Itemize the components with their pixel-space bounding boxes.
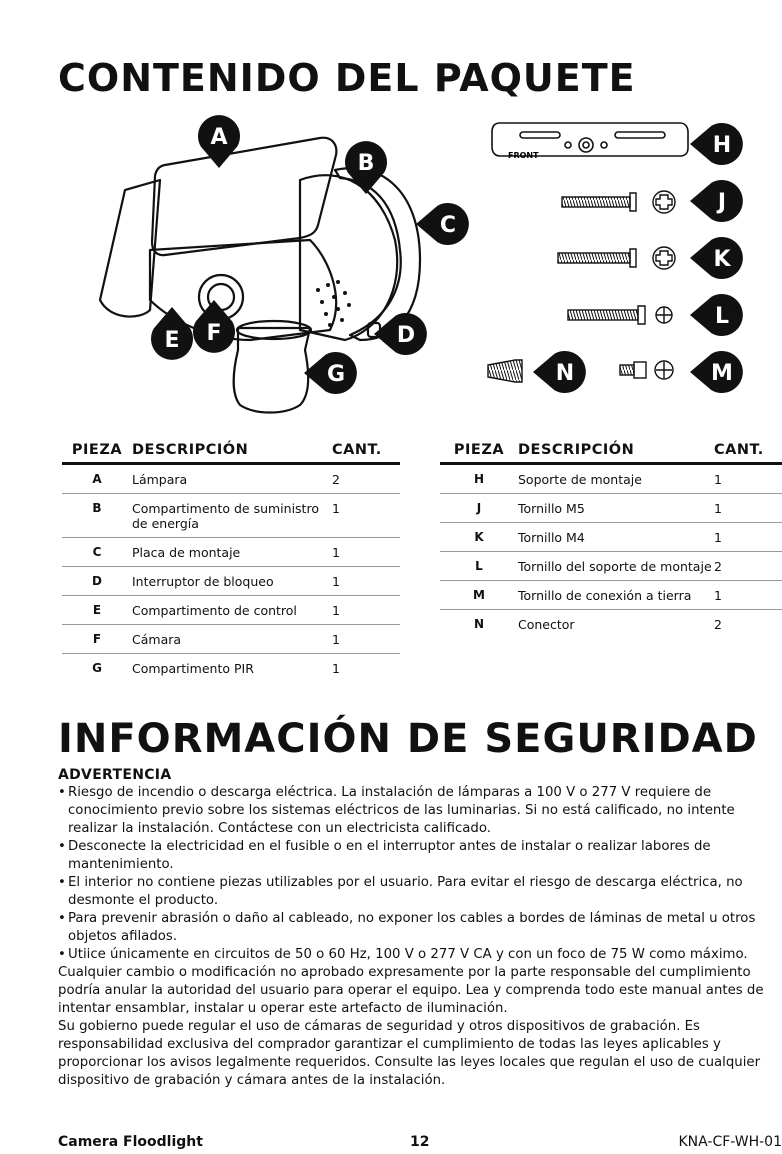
table-row bbox=[440, 523, 782, 552]
screw-m5-drawing bbox=[562, 197, 630, 207]
table-row bbox=[440, 494, 782, 523]
lamp-right-drawing bbox=[152, 138, 336, 255]
package-diagram bbox=[0, 100, 782, 420]
callout-b bbox=[345, 141, 387, 194]
bracket-front-label: FRONT bbox=[508, 151, 539, 160]
cell-qty: 1 bbox=[714, 523, 782, 552]
callout-c bbox=[416, 203, 469, 245]
warning-list bbox=[58, 784, 780, 964]
cell-qty: 2 bbox=[332, 464, 400, 494]
screw-m4-drawing bbox=[558, 253, 630, 263]
warning-item: • Riesgo de incendio o descarga eléctrica. La instalación de lámparas a 100 V o 277 V requiere de conocimiento previo sobre los sistemas eléctricos de las luminarias. Si no está calificado, no intente realizar la instalación. Contáctese con un electricista calificado. bbox=[58, 784, 780, 838]
callout-e bbox=[151, 307, 193, 360]
cell-piece: E bbox=[62, 596, 132, 625]
cell-description: Soporte de montaje bbox=[518, 464, 714, 494]
table-row bbox=[440, 581, 782, 610]
safety-paragraph: Su gobierno puede regular el uso de cámaras de seguridad y otros dispositivos de grabación. Es responsabilidad exclusiva del comprador garantizar el cumplimiento de todas las leyes aplicables y proporcionar los avisos legalmente requeridos. Consulte las leyes locales que regulan el uso de cualquier dispositivo de grabación y cámara antes de la instalación. bbox=[58, 1019, 761, 1088]
table-row bbox=[62, 464, 400, 494]
callout-j bbox=[690, 180, 743, 222]
cell-qty: 1 bbox=[332, 661, 340, 676]
col-piece: PIEZA bbox=[62, 436, 132, 464]
cell-qty: 1 bbox=[332, 596, 400, 625]
callout-m bbox=[690, 351, 743, 393]
footer-page-number: 12 bbox=[410, 1134, 430, 1150]
safety-paragraph: Cualquier cambio o modificación no aprobado expresamente por la parte responsable del cumplimiento podría anular la autoridad del usuario para operar el equipo. Lea y comprenda todo este manual antes de intentar ensamblar, instalar u operar este artefacto de iluminación. bbox=[58, 965, 764, 1016]
warning-item: • Desconecte la electricidad en el fusible o en el interruptor antes de instalar o realizar labores de mantenimiento. bbox=[58, 838, 780, 874]
callout-label: M bbox=[711, 361, 733, 386]
callout-label: B bbox=[357, 151, 375, 176]
callout-g bbox=[304, 352, 357, 394]
footer-model: KNA-CF-WH-01 bbox=[678, 1134, 782, 1150]
col-qty: CANT. bbox=[332, 436, 400, 464]
wire-connector-drawing bbox=[488, 360, 522, 382]
cell-qty: 1 bbox=[714, 581, 782, 610]
cell-piece: A bbox=[62, 464, 132, 494]
col-qty: CANT. bbox=[714, 436, 782, 464]
cell-piece: M bbox=[440, 581, 518, 610]
cell-description: Cámara bbox=[132, 625, 332, 654]
parts-table-right bbox=[440, 436, 782, 638]
callout-label: E bbox=[164, 328, 180, 353]
table-row bbox=[62, 538, 400, 567]
cell-piece: D bbox=[62, 567, 132, 596]
cell-piece: J bbox=[440, 494, 518, 523]
cell-description: Tornillo del soporte de montaje bbox=[518, 552, 714, 581]
col-piece: PIEZA bbox=[440, 436, 518, 464]
callout-n bbox=[533, 351, 586, 393]
callout-d bbox=[374, 313, 427, 355]
callout-a bbox=[198, 115, 240, 168]
callout-label: N bbox=[555, 361, 575, 386]
cell-qty: 1 bbox=[332, 538, 400, 567]
cell-piece: L bbox=[440, 552, 518, 581]
cell-description: Compartimento de control bbox=[132, 596, 332, 625]
page-title: CONTENIDO DEL PAQUETE bbox=[58, 56, 636, 100]
safety-title: INFORMACIÓN DE SEGURIDAD bbox=[58, 716, 758, 762]
cell-piece: K bbox=[440, 523, 518, 552]
cell-description: Tornillo M5 bbox=[518, 494, 714, 523]
col-description: DESCRIPCIÓN bbox=[518, 436, 714, 464]
table-row bbox=[440, 552, 782, 581]
callout-label: C bbox=[439, 213, 457, 238]
footer-product: Camera Floodlight bbox=[58, 1134, 203, 1150]
cell-piece: N bbox=[473, 617, 485, 631]
safety-section bbox=[58, 766, 780, 1090]
table-row bbox=[62, 625, 400, 654]
bracket-screw-drawing bbox=[568, 310, 638, 320]
cell-qty: 1 bbox=[332, 625, 400, 654]
callout-label: D bbox=[396, 323, 416, 348]
cell-piece: H bbox=[440, 464, 518, 494]
warning-item: • Para prevenir abrasión o daño al cableado, no exponer los cables a bordes de láminas de metal u otros objetos afilados. bbox=[58, 910, 780, 946]
table-row bbox=[62, 654, 400, 683]
cell-description: Compartimento de suministro de energía bbox=[132, 494, 332, 538]
callout-label: L bbox=[714, 304, 730, 329]
cell-piece: C bbox=[62, 538, 132, 567]
cell-description: Conector bbox=[518, 617, 575, 632]
warning-item: • El interior no contiene piezas utilizables por el usuario. Para evitar el riesgo de descarga eléctrica, no desmonte el producto. bbox=[58, 874, 780, 910]
cell-description: Lámpara bbox=[132, 464, 332, 494]
cell-qty: 2 bbox=[714, 552, 782, 581]
warning-item: • Utiice únicamente en circuitos de 50 o 60 Hz, 100 V o 277 V CA y con un foco de 75 W como máximo. bbox=[58, 946, 780, 964]
lamp-left-drawing bbox=[100, 180, 160, 317]
cell-piece: G bbox=[92, 661, 102, 675]
callout-label: G bbox=[326, 362, 346, 387]
cell-description: Compartimento PIR bbox=[132, 661, 254, 676]
cell-qty: 1 bbox=[332, 567, 400, 596]
col-description: DESCRIPCIÓN bbox=[132, 436, 332, 464]
cell-description: Tornillo de conexión a tierra bbox=[518, 581, 714, 610]
callout-k bbox=[690, 237, 743, 279]
callout-label: J bbox=[717, 190, 727, 215]
cell-qty: 1 bbox=[714, 494, 782, 523]
cell-qty: 1 bbox=[332, 494, 400, 538]
table-row bbox=[62, 494, 400, 538]
cell-qty: 1 bbox=[714, 464, 782, 494]
cell-description: Interruptor de bloqueo bbox=[132, 567, 332, 596]
cell-piece: F bbox=[62, 625, 132, 654]
callout-label: H bbox=[712, 133, 732, 158]
table-row bbox=[440, 610, 782, 639]
cell-description: Placa de montaje bbox=[132, 538, 332, 567]
cell-qty: 2 bbox=[714, 617, 722, 632]
callout-l bbox=[690, 294, 743, 336]
callout-label: K bbox=[713, 247, 731, 272]
cell-piece: B bbox=[62, 494, 132, 538]
table-row bbox=[62, 596, 400, 625]
page-footer bbox=[58, 1134, 782, 1154]
table-row bbox=[440, 464, 782, 494]
callout-h bbox=[690, 123, 743, 165]
table-row bbox=[62, 567, 400, 596]
warning-heading: ADVERTENCIA bbox=[58, 767, 172, 783]
cell-description: Tornillo M4 bbox=[518, 523, 714, 552]
parts-table-left bbox=[62, 436, 400, 682]
callout-label: A bbox=[210, 125, 228, 150]
ground-screw-drawing bbox=[620, 365, 634, 375]
callout-label: F bbox=[206, 321, 222, 346]
